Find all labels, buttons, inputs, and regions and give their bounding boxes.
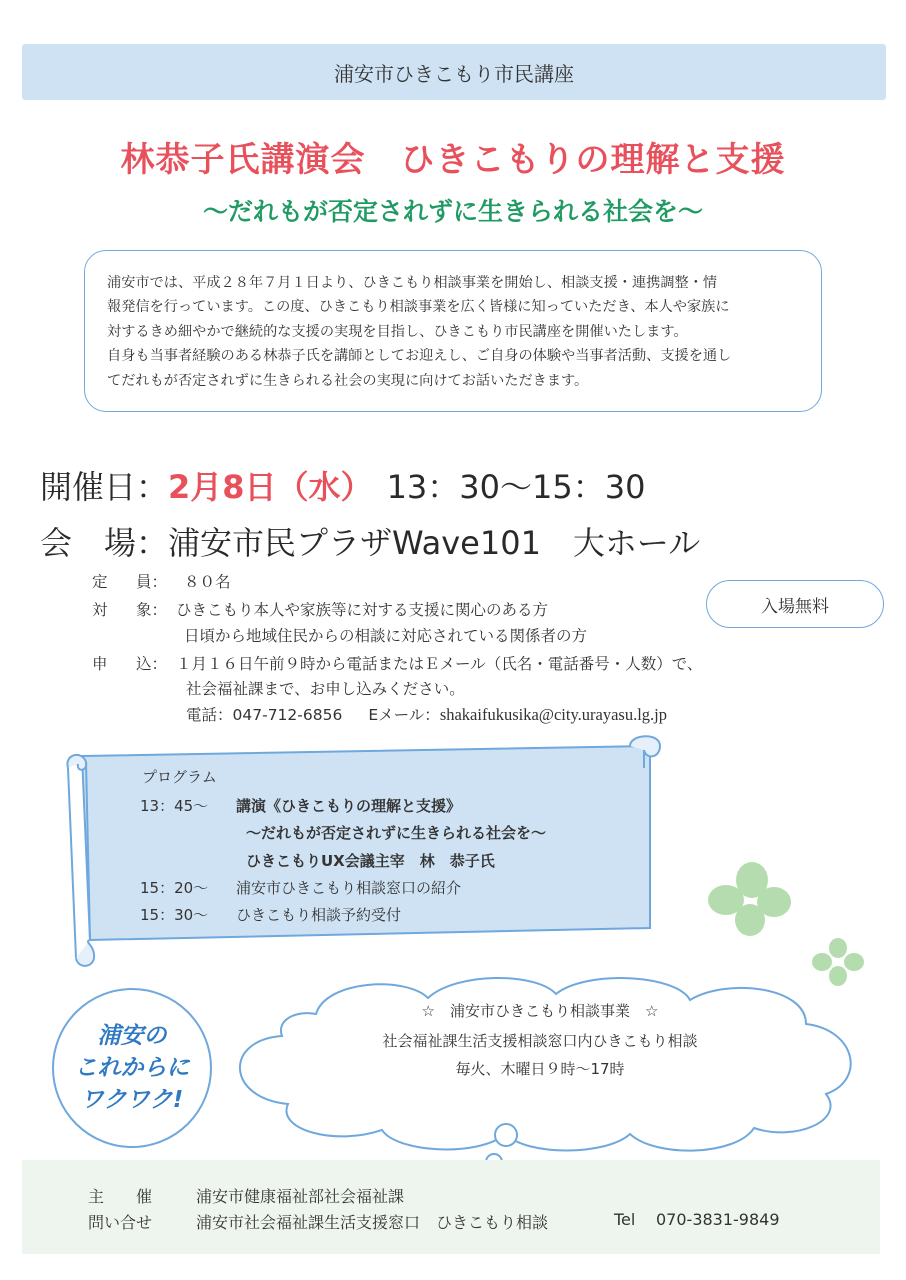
intro-line: てだれもが否定されずに生きられる社会の実現に向けてお話いただきます。 (107, 372, 589, 389)
program-heading: プログラム (142, 768, 217, 786)
intro-line: 報発信を行っています。この度、ひきこもり相談事業を広く皆様に知っていただき、本人や家族に (107, 299, 730, 316)
program-item-title: 講演《ひきこもりの理解と支援》 (236, 797, 462, 815)
consult-heading: ☆ 浦安市ひきこもり相談事業 ☆ (421, 1002, 659, 1020)
slogan-line: これからに (74, 1055, 190, 1081)
program-time: 15：30～ (140, 906, 209, 924)
target-label-1: 対 (92, 601, 108, 619)
free-admission-label: 入場無料 (761, 596, 829, 617)
venue-label: 会 場： (40, 524, 169, 562)
venue-name: 浦安市民プラザWave101 大ホール (168, 524, 701, 562)
apply-label-2: 込： (136, 655, 168, 673)
date-label: 開催日： (40, 468, 169, 506)
event-subtitle: ～だれもが否定されずに生きられる社会を～ (202, 197, 703, 226)
program-item-subtitle: ～だれもが否定されずに生きられる社会を～ (246, 824, 547, 842)
tel-label: Tel (614, 1210, 636, 1229)
host-label: 主 催 (88, 1187, 153, 1206)
intro-line: 対するきめ細やかで継続的な支援の実現を目指し、ひきこもり市民講座を開催いたします。 (107, 323, 688, 340)
date-day: 2月8日（水） (168, 468, 373, 506)
tel-number[interactable]: 070-3831-9849 (656, 1210, 780, 1229)
event-date (40, 462, 645, 508)
consult-line: 社会福祉課生活支援相談窓口内ひきこもり相談 (382, 1032, 698, 1050)
date-time: 13：30～15：30 (386, 468, 646, 506)
apply-label-1: 申 (92, 655, 108, 673)
target-label-2: 象： (136, 601, 168, 619)
contact-name: 浦安市社会福祉課生活支援窓口 ひきこもり相談 (196, 1213, 549, 1232)
program-item: ひきこもり相談予約受付 (236, 906, 402, 924)
contact-label: 問い合せ (88, 1213, 153, 1232)
capacity-value: ８０名 (184, 573, 231, 591)
email-address[interactable]: shakaifukusika@city.urayasu.lg.jp (439, 705, 668, 724)
slogan-circle (52, 988, 212, 1148)
intro-line: 浦安市では、平成２８年７月１日より、ひきこもり相談事業を開始し、相談支援・連携調整・情 (107, 275, 718, 291)
apply-line-1: １月１６日午前９時から電話またはＥメール（氏名・電話番号・人数）で、 (176, 655, 703, 673)
clover-icon (700, 858, 800, 938)
contact-phone-email (186, 703, 667, 725)
phone-number[interactable]: 047-712-6856 (232, 706, 343, 724)
target-line-2: 日頃から地域住民からの相談に対応されている関係者の方 (184, 627, 588, 645)
event-title: 林恭子氏講演会 ひきこもりの理解と支援 (120, 140, 786, 180)
program-time: 13：45～ (140, 797, 209, 815)
footer-box (22, 1160, 880, 1254)
event-venue (40, 518, 700, 564)
capacity-label-1: 定 (92, 573, 108, 591)
email-label: Eメール： (368, 706, 440, 724)
intro-line: 自身も当事者経験のある林恭子氏を講師としてお迎えし、ご自身の体験や当事者活動、支援を通し (107, 348, 732, 365)
series-title: 浦安市ひきこもり市民講座 (334, 61, 574, 86)
host-name: 浦安市健康福祉部社会福祉課 (196, 1187, 405, 1206)
slogan-line: 浦安の (97, 1023, 167, 1049)
phone-label: 電話： (186, 706, 233, 724)
apply-line-2: 社会福祉課まで、お申し込みください。 (186, 680, 465, 698)
target-line-1: ひきこもり本人や家族等に対する支援に関心のある方 (176, 601, 549, 619)
intro-box (84, 250, 822, 412)
free-admission-badge (706, 580, 884, 628)
consult-hours: 毎火、木曜日９時～17時 (455, 1060, 625, 1078)
slogan-line: ワクワク! (80, 1087, 184, 1113)
header-banner (22, 44, 886, 100)
program-item-speaker: ひきこもりUX会議主宰 林 恭子氏 (246, 852, 495, 870)
program-time: 15：20～ (140, 879, 209, 897)
program-item: 浦安市ひきこもり相談窓口の紹介 (236, 879, 462, 897)
capacity-label-2: 員： (136, 573, 168, 591)
